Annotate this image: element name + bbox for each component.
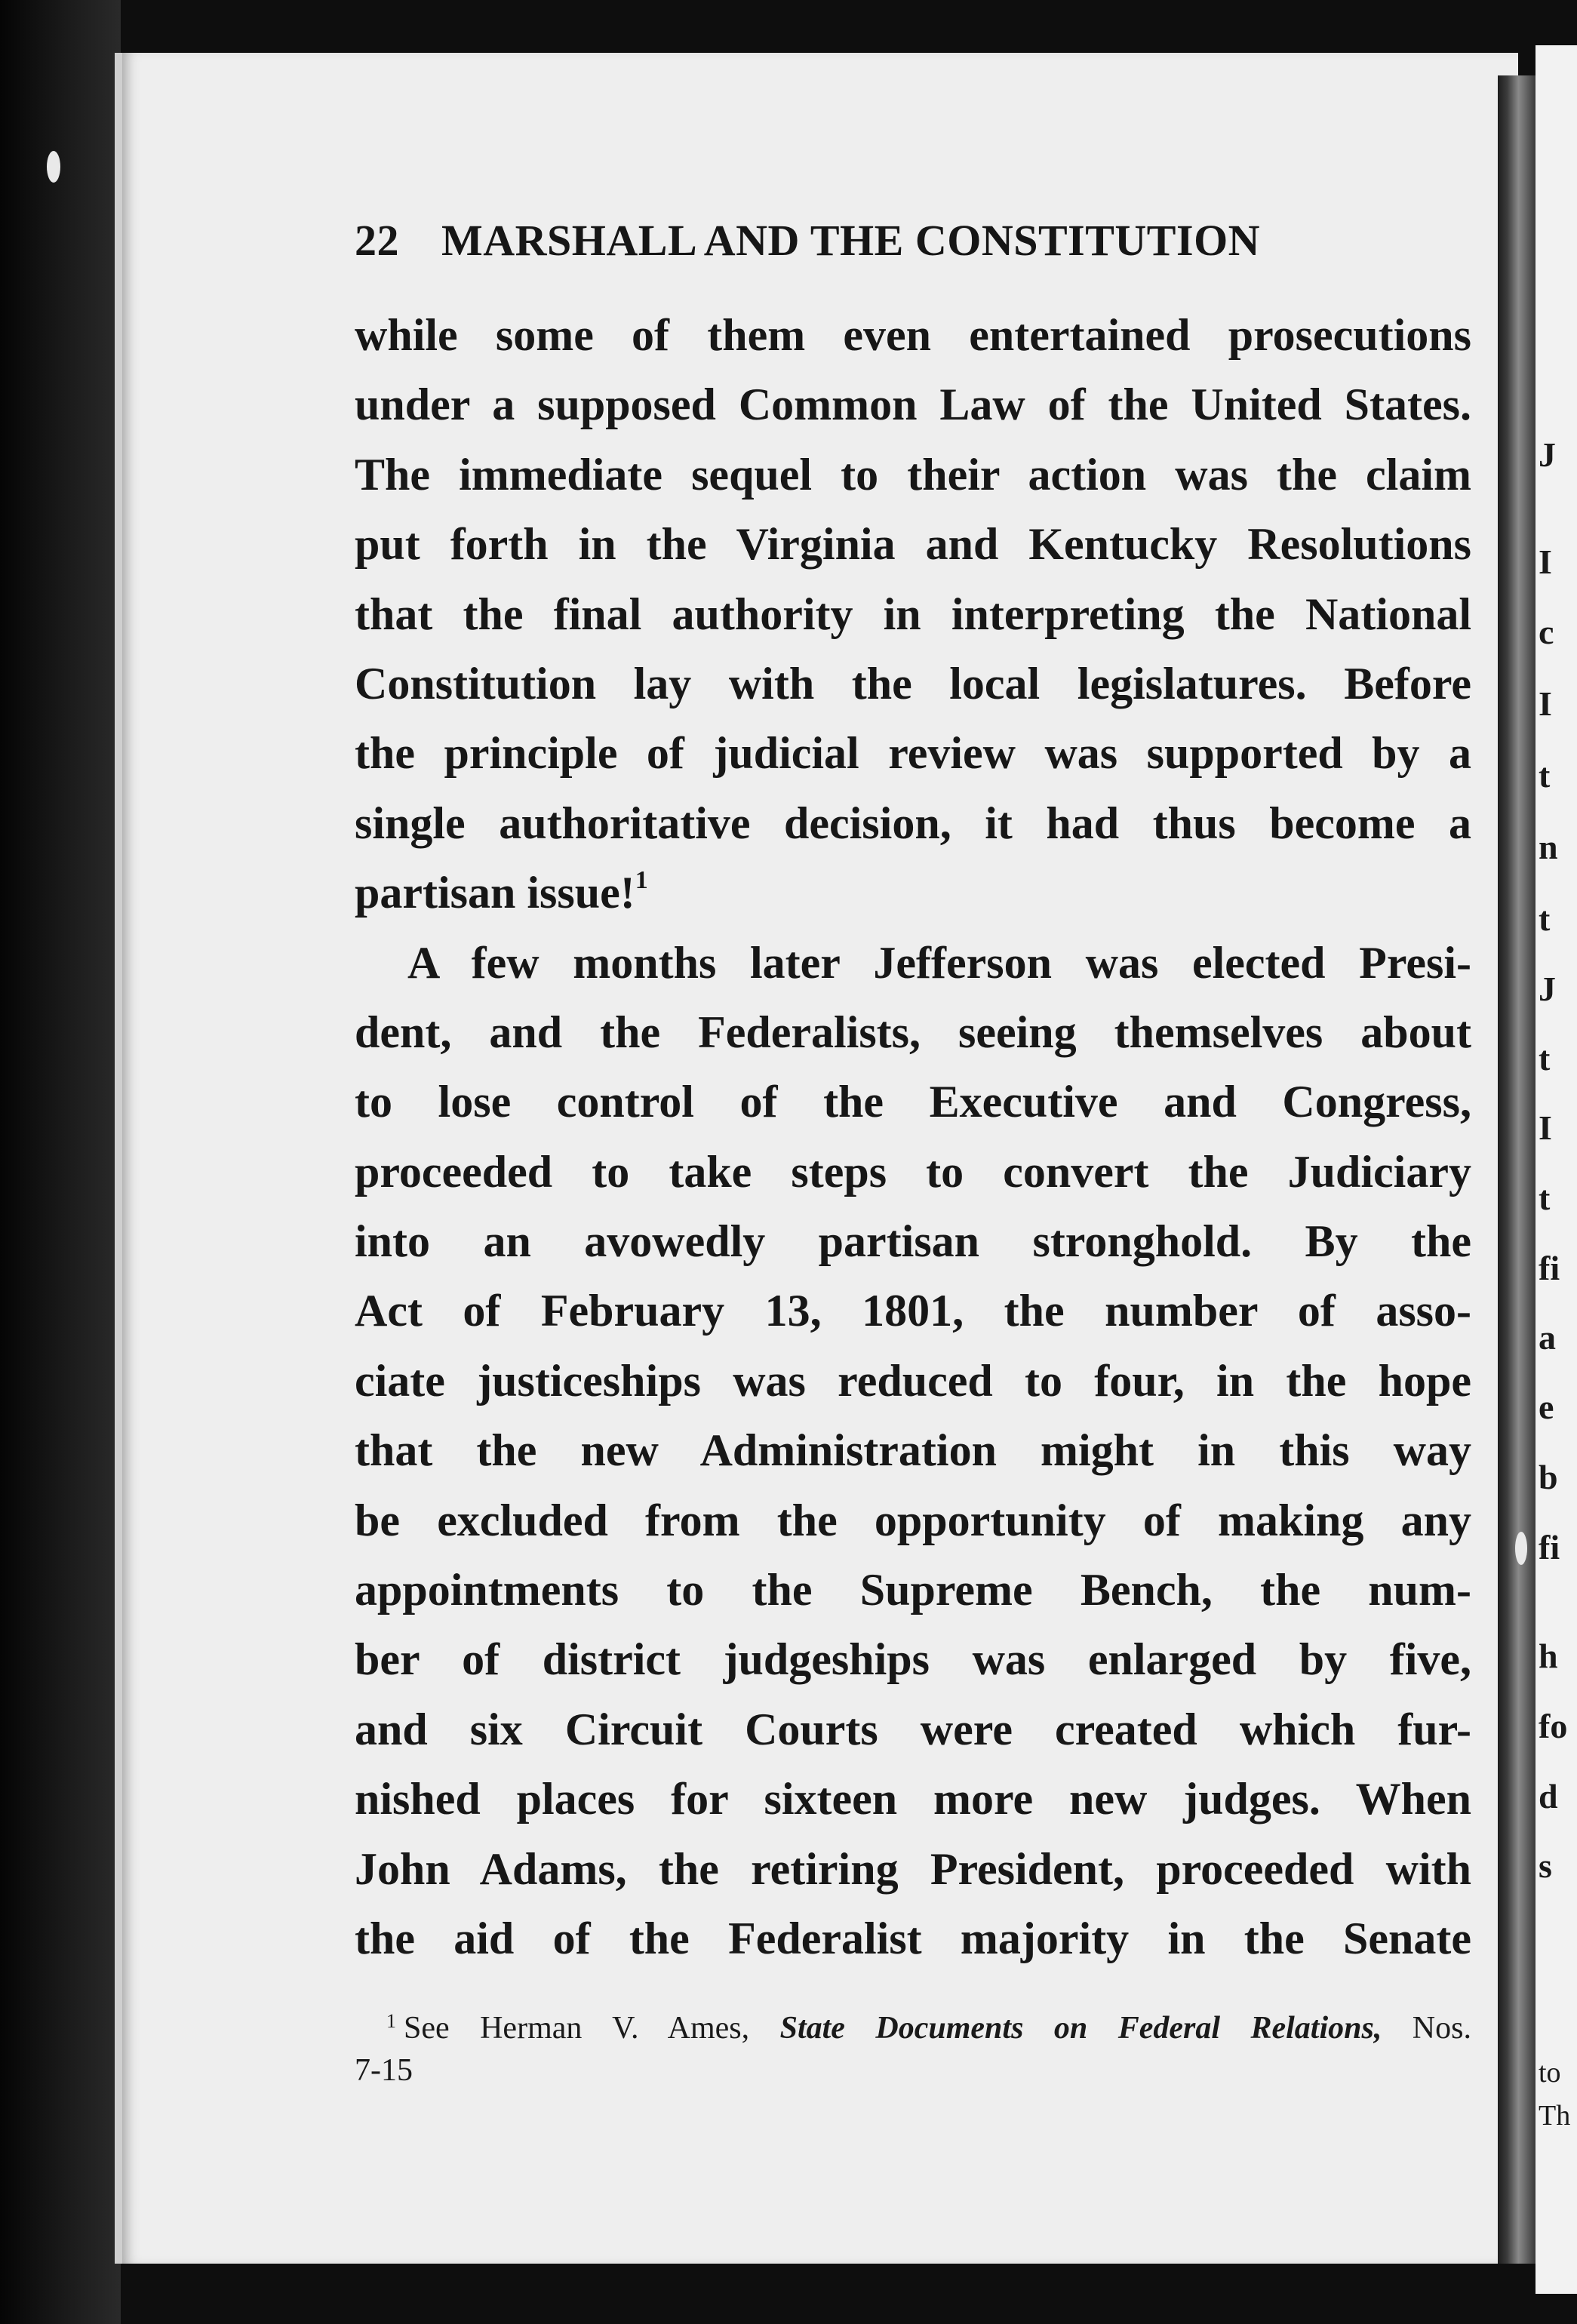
text-line: that the final authority in interpreting the National [355, 589, 1471, 639]
text-line: be excluded from the opportunity of making any [355, 1495, 1471, 1545]
facing-page-fragment: I [1539, 1108, 1552, 1147]
text-line: that the new Administration might in this way [355, 1425, 1471, 1476]
facing-page-fragment: fi [1539, 1249, 1560, 1287]
text-line: dent, and the Federalists, seeing themselves about [355, 1007, 1471, 1057]
footnote-line [355, 2007, 1471, 2049]
facing-page-fragment: Th [1539, 2100, 1571, 2132]
running-title: MARSHALL AND THE CONSTITUTION [441, 216, 1261, 265]
text-line: to lose control of the Executive and Congress, [355, 1077, 1471, 1127]
facing-page-fragment: I [1539, 684, 1552, 723]
footnote-title: State Documents on Federal Relations, [779, 2011, 1382, 2046]
facing-page-fragment: c [1539, 613, 1554, 651]
facing-page-fragment: b [1539, 1458, 1558, 1496]
footnote-prefix: See Herman V. Ames, [404, 2011, 780, 2046]
text-line: and six Circuit Courts were created which fur- [355, 1704, 1471, 1754]
text-line: under a supposed Common Law of the United States. [355, 380, 1471, 430]
facing-page-fragment: t [1539, 756, 1551, 795]
facing-page-fragment: a [1539, 1318, 1556, 1357]
text-line: ciate justiceships was reduced to four, in the hope [355, 1355, 1471, 1406]
text-line: into an avowedly partisan stronghold. By the [355, 1216, 1471, 1267]
text-line: put forth in the Virginia and Kentucky Resolutions [355, 519, 1471, 570]
text-line: single authoritative decision, it had thus become a [355, 798, 1471, 848]
text-line: John Adams, the retiring President, proceeded with [355, 1843, 1471, 1894]
text-line: the aid of the Federalist majority in the Senate [355, 1913, 1471, 1963]
facing-page-fragment: h [1539, 1637, 1558, 1675]
facing-page-fragment: fi [1539, 1528, 1560, 1566]
facing-page-fragment: s [1539, 1846, 1552, 1885]
facing-page-fragment: J [1539, 970, 1556, 1008]
facing-page-fragment: e [1539, 1388, 1554, 1426]
facing-page-fragment: I [1539, 543, 1552, 581]
facing-page-fragment: t [1539, 1039, 1551, 1077]
facing-page-edge [1536, 45, 1577, 2294]
footnote-marker: 1 [386, 2010, 396, 2032]
text-line: A few months later Jefferson was elected Presi- [407, 937, 1471, 988]
text-line: appointments to the Supreme Bench, the num- [355, 1565, 1471, 1615]
paragraph-end-text: partisan issue! [355, 868, 635, 918]
running-header [355, 215, 1471, 266]
facing-page-fragment: d [1539, 1777, 1558, 1815]
facing-page-fragment: t [1539, 899, 1551, 938]
text-line: Act of February 13, 1801, the number of asso- [355, 1286, 1471, 1336]
text-line: nished places for sixteen more new judges. When [355, 1774, 1471, 1824]
facing-page-fragment: t [1539, 1179, 1551, 1217]
page-number: 22 [355, 216, 399, 265]
scan-speck [1515, 1532, 1527, 1565]
footnote-reference: 1 [635, 866, 648, 895]
footnote [355, 2007, 1471, 2092]
text-line [355, 858, 1471, 927]
facing-page-fragment: n [1539, 828, 1558, 866]
footnote-line: 7-15 [355, 2053, 413, 2088]
text-line: the principle of judicial review was supported by a [355, 728, 1471, 779]
facing-page-fragment: to [1539, 2057, 1561, 2089]
text-line: Constitution lay with the local legislatures. Before [355, 658, 1471, 709]
text-line: proceeded to take steps to convert the Judiciary [355, 1146, 1471, 1197]
text-line: while some of them even entertained prosecutions [355, 310, 1471, 360]
body-text [355, 300, 1471, 1973]
binding-shadow [0, 0, 121, 2324]
footnote-suffix: Nos. [1382, 2011, 1471, 2046]
text-line: ber of district judgeships was enlarged by five, [355, 1634, 1471, 1685]
facing-page-fragment: J [1539, 435, 1556, 474]
scan-speck [47, 151, 60, 183]
text-line: The immediate sequel to their action was the claim [355, 449, 1471, 500]
facing-page-fragment: fo [1539, 1707, 1568, 1745]
page-gutter [1498, 75, 1536, 2264]
